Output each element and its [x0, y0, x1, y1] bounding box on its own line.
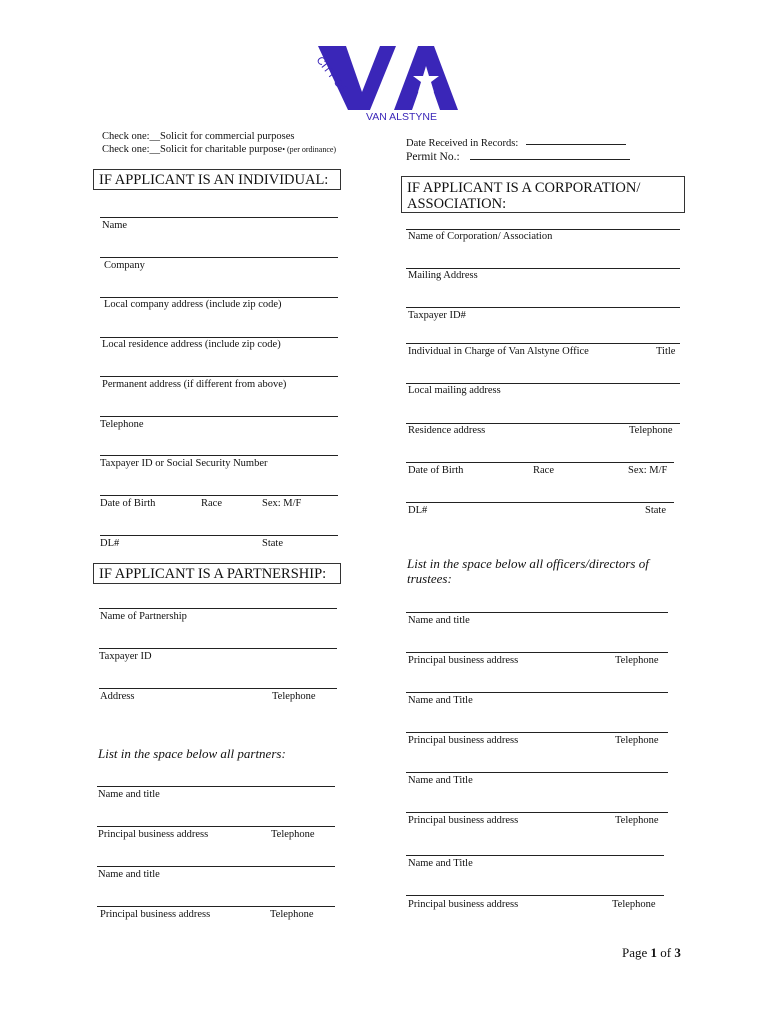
officer-2-address-line[interactable]	[406, 732, 668, 733]
partnership-taxpayer-line[interactable]	[99, 648, 337, 649]
permanent-address-line[interactable]	[100, 376, 338, 377]
per-ordinance-note: • (per ordinance)	[282, 145, 337, 154]
officer-3-address-line[interactable]	[406, 812, 668, 813]
officer-2-name-line[interactable]	[406, 692, 668, 693]
company-line[interactable]	[100, 257, 338, 258]
city-of-van-alstyne-logo	[310, 40, 460, 122]
partnership-name-line[interactable]	[99, 608, 337, 609]
officer-1-name-label: Name and title	[408, 615, 470, 626]
corp-residence-line[interactable]	[406, 423, 680, 424]
corp-sex-label: Sex: M/F	[628, 465, 668, 476]
corp-state-label: State	[645, 505, 666, 516]
partner-1-address-line[interactable]	[97, 826, 335, 827]
local-residence-address-line[interactable]	[100, 337, 338, 338]
partnership-address-label: Address	[100, 691, 135, 702]
partner-2-name-line[interactable]	[97, 866, 335, 867]
corp-telephone-label: Telephone	[629, 425, 673, 436]
partners-list-heading: List in the space below all partners:	[98, 746, 286, 761]
officer-4-name-line[interactable]	[406, 855, 664, 856]
taxpayer-ssn-line[interactable]	[100, 455, 338, 456]
page-current: 1	[650, 945, 658, 960]
officer-1-address-label: Principal business address	[408, 655, 519, 666]
corp-mailing-label: Mailing Address	[408, 270, 478, 281]
officers-list-heading-line1: List in the space below all officers/directors of	[407, 556, 649, 571]
officer-2-address-label: Principal business address	[408, 735, 519, 746]
partner-1-name-line[interactable]	[97, 786, 335, 787]
corp-local-mailing-label: Local mailing address	[408, 385, 501, 396]
corp-mailing-line[interactable]	[406, 268, 680, 269]
telephone-label: Telephone	[100, 419, 144, 430]
permit-no-line[interactable]	[470, 159, 630, 160]
individual-heading: IF APPLICANT IS AN INDIVIDUAL:	[99, 172, 329, 188]
corp-dl-label: DL#	[408, 505, 428, 516]
permanent-address-label: Permanent address (if different from above)	[102, 379, 287, 390]
check-commercial: Check one:__Solicit for commercial purposes	[102, 131, 295, 142]
corp-individual-in-charge-label: Individual in Charge of Van Alstyne Office	[408, 346, 589, 357]
partnership-address-line[interactable]	[99, 688, 337, 689]
corporation-heading-line1: IF APPLICANT IS A CORPORATION/	[407, 180, 641, 196]
telephone-line[interactable]	[100, 416, 338, 417]
corp-individual-in-charge-line[interactable]	[406, 343, 680, 344]
corp-residence-label: Residence address	[408, 425, 486, 436]
officer-4-address-label: Principal business address	[408, 899, 519, 910]
corp-name-label: Name of Corporation/ Association	[408, 231, 553, 242]
corp-race-label: Race	[533, 465, 554, 476]
corp-dob-line[interactable]	[406, 462, 674, 463]
officer-1-address-line[interactable]	[406, 652, 668, 653]
officer-4-telephone-label: Telephone	[612, 899, 656, 910]
officer-1-name-line[interactable]	[406, 612, 668, 613]
partnership-heading-box	[93, 563, 341, 584]
dl-line[interactable]	[100, 535, 338, 536]
corp-taxpayer-label: Taxpayer ID#	[408, 310, 466, 321]
local-company-address-label: Local company address (include zip code)	[104, 299, 282, 310]
partner-2-address-label: Principal business address	[100, 909, 211, 920]
date-received-line[interactable]	[526, 144, 626, 145]
local-residence-address-label: Local residence address (include zip code)	[102, 339, 281, 350]
page-total: 3	[674, 945, 681, 960]
corp-taxpayer-line[interactable]	[406, 307, 680, 308]
partnership-heading: IF APPLICANT IS A PARTNERSHIP:	[99, 566, 327, 582]
company-label: Company	[104, 260, 145, 271]
officer-4-name-label: Name and Title	[408, 858, 473, 869]
page-of: of	[660, 945, 672, 960]
dob-line[interactable]	[100, 495, 338, 496]
officer-3-name-label: Name and Title	[408, 775, 473, 786]
date-received-label: Date Received in Records:	[406, 138, 519, 149]
state-label: State	[262, 538, 283, 549]
race-label: Race	[201, 498, 222, 509]
corporation-heading-line2: ASSOCIATION:	[407, 196, 507, 212]
officer-3-name-line[interactable]	[406, 772, 668, 773]
partner-2-telephone-label: Telephone	[270, 909, 314, 920]
partner-1-address-label: Principal business address	[98, 829, 209, 840]
officer-3-telephone-label: Telephone	[615, 815, 659, 826]
page-prefix: Page	[622, 945, 648, 960]
corp-name-line[interactable]	[406, 229, 680, 230]
partnership-name-label: Name of Partnership	[100, 611, 187, 622]
check-charitable	[102, 145, 336, 156]
dob-label: Date of Birth	[100, 498, 156, 509]
local-company-address-line[interactable]	[100, 297, 338, 298]
page-number	[622, 946, 681, 959]
taxpayer-ssn-label: Taxpayer ID or Social Security Number	[100, 458, 268, 469]
officer-4-address-line[interactable]	[406, 895, 664, 896]
partner-2-name-label: Name and title	[98, 869, 160, 880]
partner-2-address-line[interactable]	[97, 906, 335, 907]
logo-arc-text: CITY OF	[313, 54, 350, 96]
corporation-heading-box	[401, 176, 685, 213]
logo-bottom-text: VAN ALSTYNE	[366, 111, 437, 122]
officers-list-heading-line2: trustees:	[407, 571, 452, 586]
partner-1-telephone-label: Telephone	[271, 829, 315, 840]
corp-dob-label: Date of Birth	[408, 465, 464, 476]
name-line[interactable]	[100, 217, 338, 218]
corp-local-mailing-line[interactable]	[406, 383, 680, 384]
officer-3-address-label: Principal business address	[408, 815, 519, 826]
permit-no-label: Permit No.:	[406, 151, 460, 163]
officer-2-name-label: Name and Title	[408, 695, 473, 706]
dl-label: DL#	[100, 538, 120, 549]
individual-heading-box	[93, 169, 341, 190]
officer-1-telephone-label: Telephone	[615, 655, 659, 666]
corp-title-label: Title	[656, 346, 676, 357]
check-charitable-label: Check one:__Solicit for charitable purpose	[102, 144, 283, 155]
sex-label: Sex: M/F	[262, 498, 302, 509]
name-label: Name	[102, 220, 128, 231]
officer-2-telephone-label: Telephone	[615, 735, 659, 746]
corp-dl-line[interactable]	[406, 502, 674, 503]
partner-1-name-label: Name and title	[98, 789, 160, 800]
partnership-taxpayer-label: Taxpayer ID	[99, 651, 152, 662]
partnership-telephone-label: Telephone	[272, 691, 316, 702]
